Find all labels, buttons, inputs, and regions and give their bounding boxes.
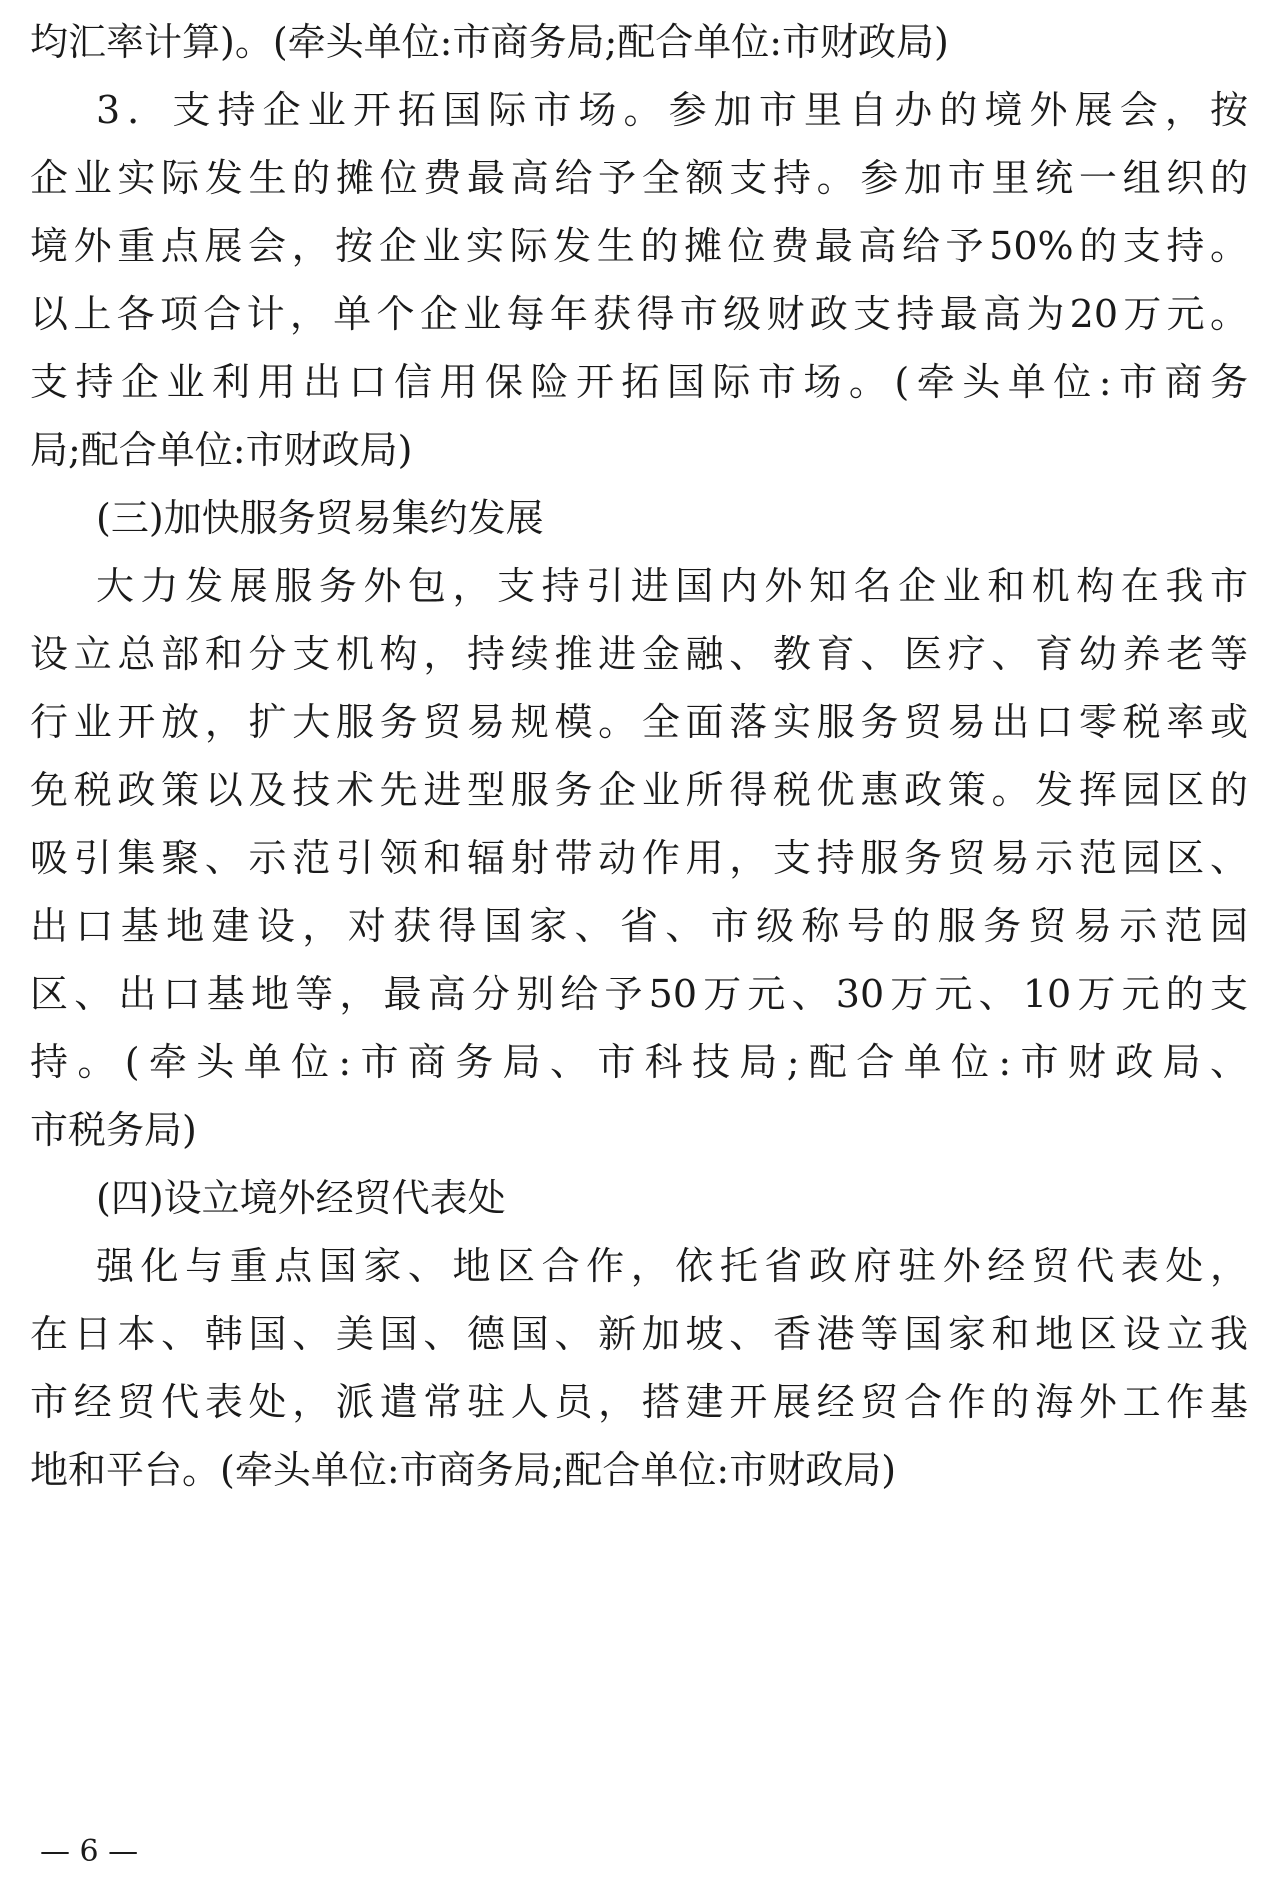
text-line: 地和平台。(牵头单位:市商务局;配合单位:市财政局): [30, 1448, 897, 1492]
text-line: 均汇率计算)。(牵头单位:市商务局;配合单位:市财政局): [30, 20, 949, 64]
text-line: 设立总部和分支机构，持续推进金融、教育、医疗、育幼养老等: [30, 632, 1248, 676]
section-heading: (三)加快服务贸易集约发展: [96, 496, 544, 540]
text-line: 境外重点展会，按企业实际发生的摊位费最高给予50%的支持。: [30, 224, 1248, 268]
text-line: 企业实际发生的摊位费最高给予全额支持。参加市里统一组织的: [30, 156, 1248, 200]
text-line: 局;配合单位:市财政局): [30, 428, 413, 472]
text-line: 区、出口基地等，最高分别给予50万元、30万元、10万元的支: [30, 972, 1248, 1016]
text-line: 大力发展服务外包，支持引进国内外知名企业和机构在我市: [96, 564, 1248, 608]
text-line: 市经贸代表处，派遣常驻人员，搭建开展经贸合作的海外工作基: [30, 1380, 1248, 1424]
text-line: 强化与重点国家、地区合作，依托省政府驻外经贸代表处，: [96, 1244, 1248, 1288]
text-line: 行业开放，扩大服务贸易规模。全面落实服务贸易出口零税率或: [30, 700, 1248, 744]
text-line: 免税政策以及技术先进型服务企业所得税优惠政策。发挥园区的: [30, 768, 1248, 812]
text-line: 支持企业利用出口信用保险开拓国际市场。(牵头单位:市商务: [30, 360, 1248, 404]
section-heading: (四)设立境外经贸代表处: [96, 1176, 506, 1220]
text-line: 3．支持企业开拓国际市场。参加市里自办的境外展会，按: [96, 88, 1248, 132]
text-line: 出口基地建设，对获得国家、省、市级称号的服务贸易示范园: [30, 904, 1248, 948]
text-line: 吸引集聚、示范引领和辐射带动作用，支持服务贸易示范园区、: [30, 836, 1248, 880]
text-line: 在日本、韩国、美国、德国、新加坡、香港等国家和地区设立我: [30, 1312, 1248, 1356]
text-line: 持。(牵头单位:市商务局、市科技局;配合单位:市财政局、: [30, 1040, 1248, 1084]
text-line: 以上各项合计，单个企业每年获得市级财政支持最高为20万元。: [30, 292, 1248, 336]
page-number: — 6 —: [40, 1834, 139, 1869]
text-line: 市税务局): [30, 1108, 197, 1152]
